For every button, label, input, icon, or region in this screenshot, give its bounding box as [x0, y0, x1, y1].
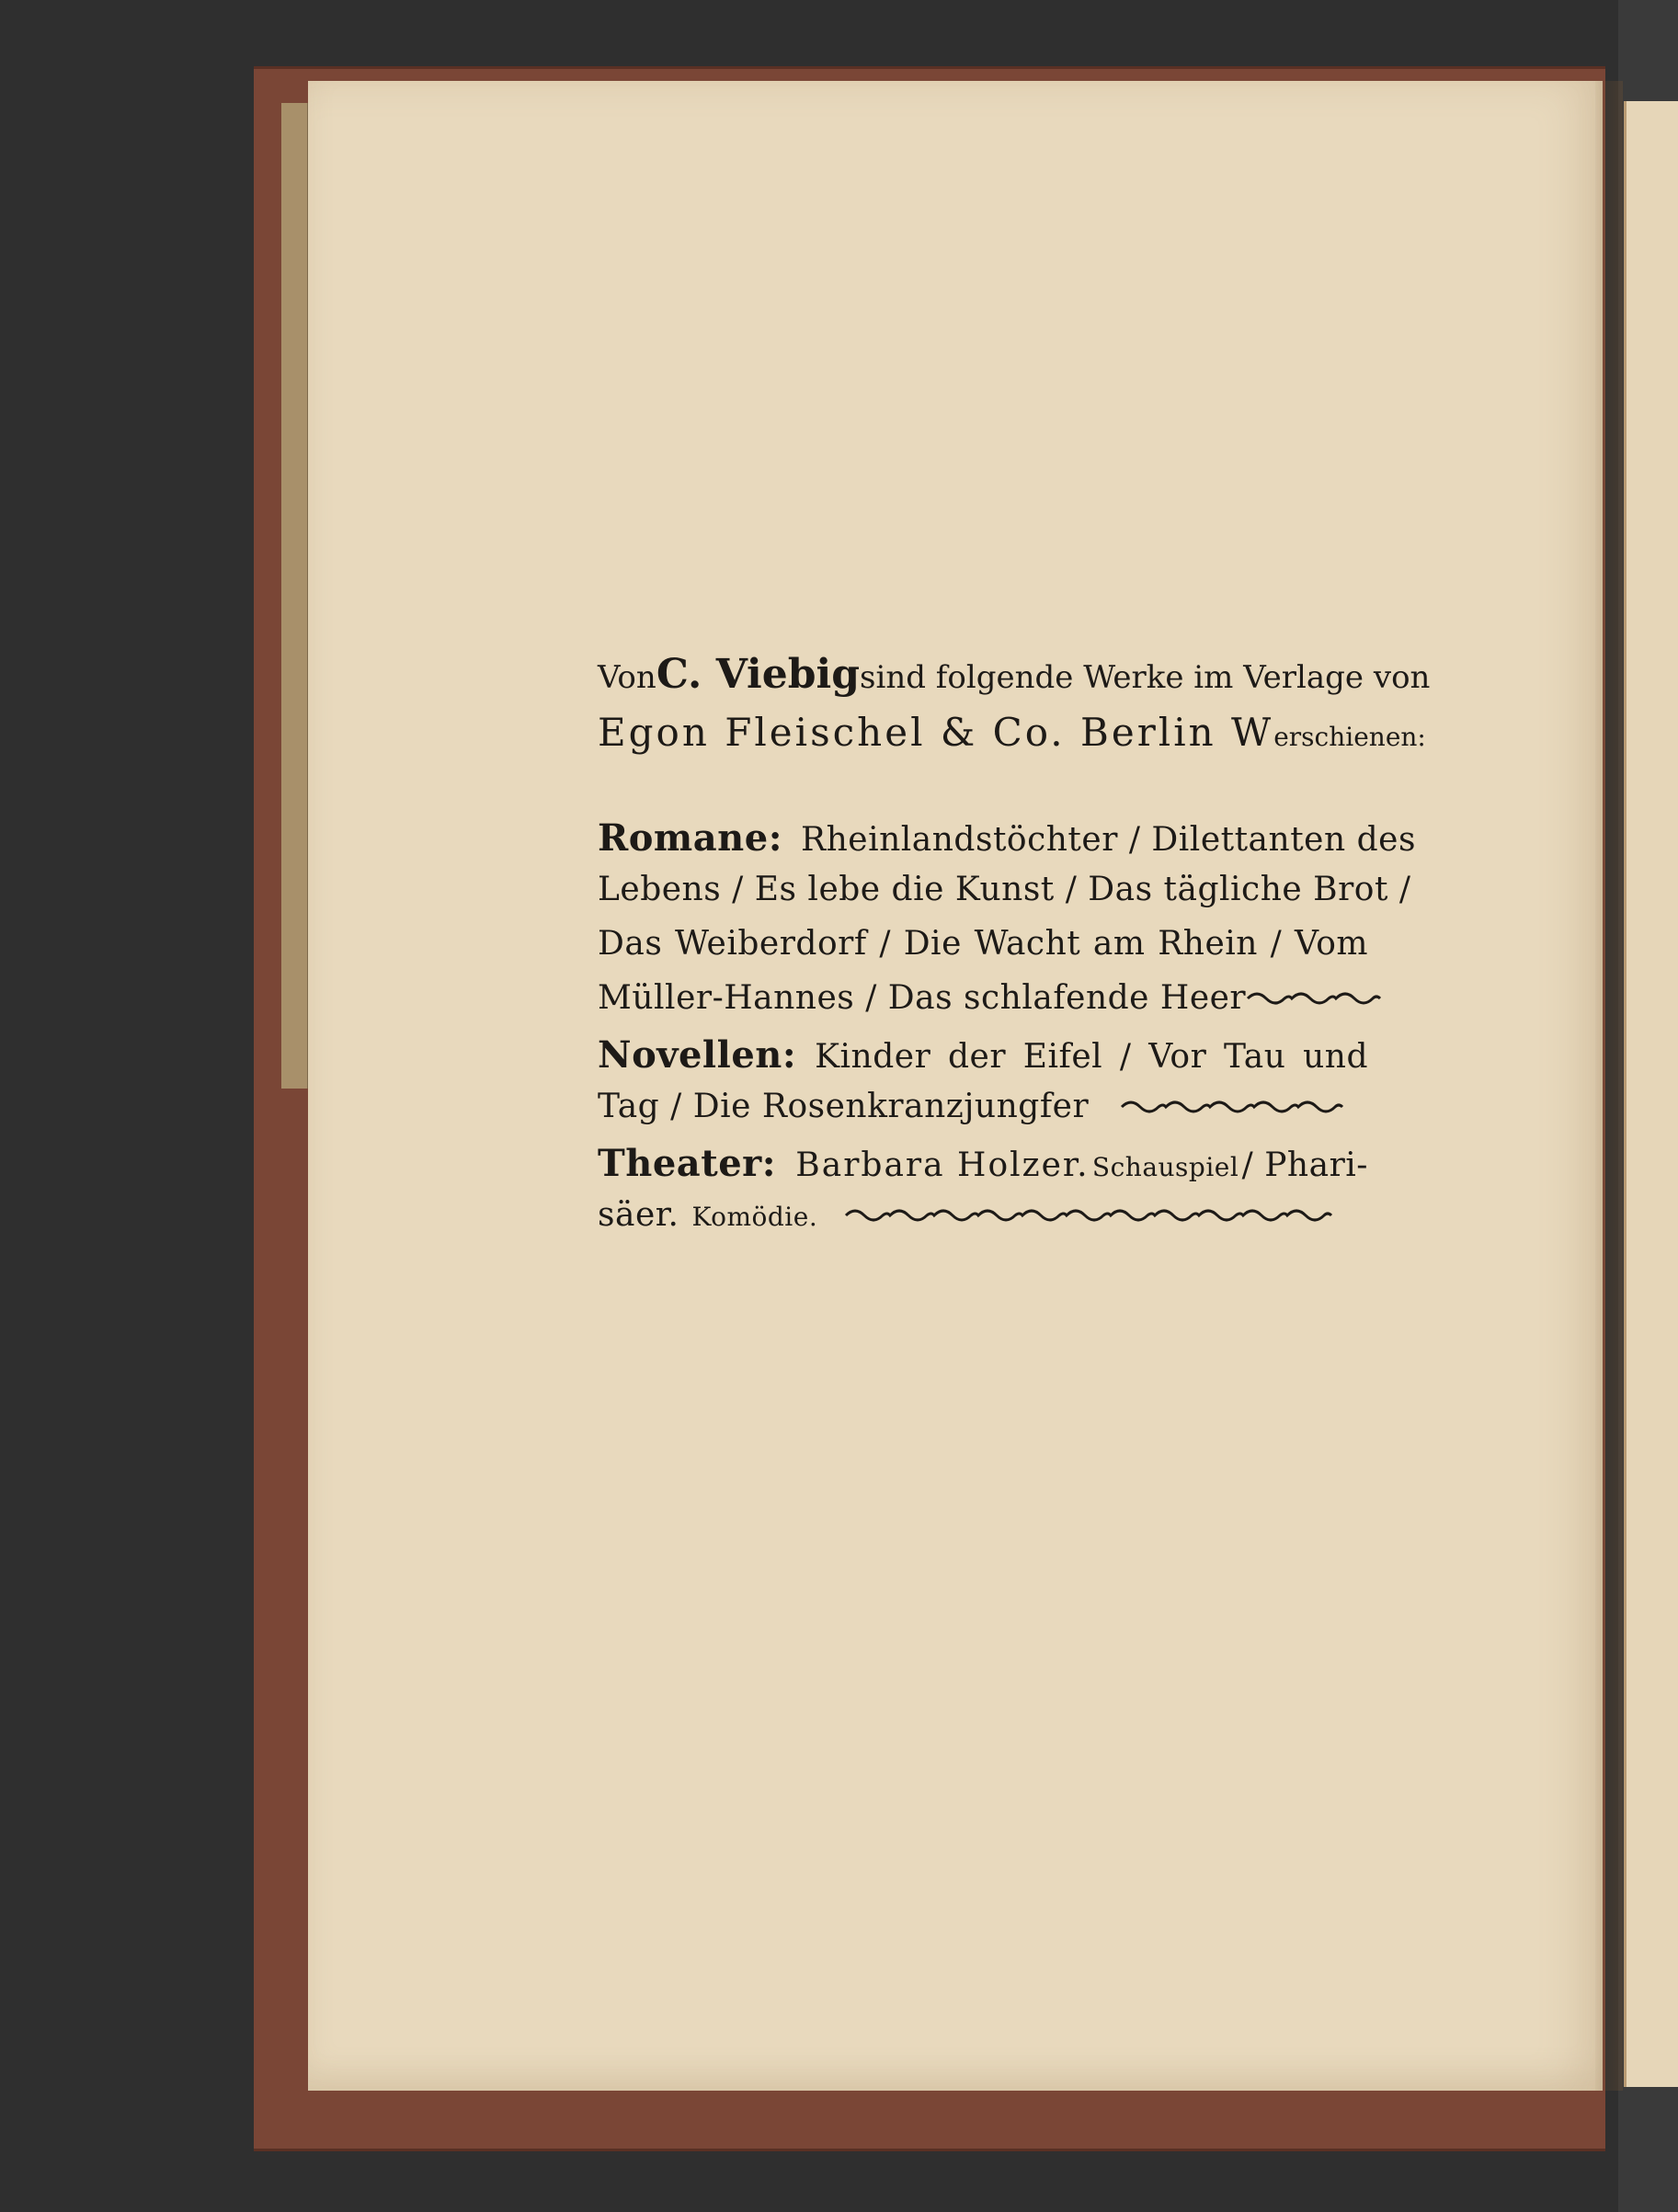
theater-line-1: [598, 1142, 1368, 1196]
theater-genre-1: Schauspiel: [1091, 1152, 1239, 1182]
novellen-line-1: [598, 1033, 1368, 1088]
wave-ornament-icon: [1120, 1097, 1368, 1117]
romane-text-3: Das Weiberdorf / Die Wacht am Rhein / Vom: [598, 925, 1368, 963]
theater-title-2: säer.: [598, 1196, 679, 1234]
imprint-line-1: [598, 651, 1431, 710]
novellen-text-1: Kinder der Eifel / Vor Tau und: [815, 1038, 1368, 1076]
imprint-line-2: [598, 710, 1426, 769]
binding-gutter: [281, 103, 309, 1089]
theater-label: Theater:: [598, 1142, 776, 1185]
romane-text-2: Lebens / Es lebe die Kunst / Das tägliche Brot /: [598, 871, 1411, 908]
wave-ornament-icon: [844, 1205, 1368, 1226]
imprint-von: Von: [598, 659, 656, 696]
romane-text-4: Müller-Hannes / Das schlafende Heer: [598, 979, 1247, 1017]
wave-ornament-icon: [1246, 988, 1384, 1009]
novellen-line-2: [598, 1088, 1368, 1142]
theater-title-1: Barbara Holzer.: [795, 1146, 1090, 1184]
imprint-rest-2: erschienen:: [1273, 722, 1426, 752]
romane-line-3: [598, 925, 1368, 979]
theater-rest-1: / Phari-: [1241, 1146, 1368, 1184]
romane-line-2: [598, 871, 1411, 925]
romane-text-1: Rheinlandstöchter / Dilettanten des: [800, 821, 1416, 859]
novellen-label: Novellen:: [598, 1033, 797, 1077]
publisher-list: [598, 651, 1431, 1250]
theater-genre-2: Komödie.: [691, 1202, 818, 1232]
romane-label: Romane:: [598, 816, 782, 860]
romane-line-4: [598, 979, 1368, 1033]
theater-line-2: [598, 1196, 1368, 1250]
facing-page-edge: [1624, 101, 1678, 2087]
romane-line-1: [598, 816, 1416, 871]
publisher-name: Egon Fleischel & Co. Berlin W: [598, 710, 1274, 755]
spine-shadow: [1595, 81, 1623, 2091]
novellen-text-2: Tag / Die Rosenkranzjungfer: [598, 1088, 1090, 1125]
author-name: C. Viebig: [656, 651, 861, 698]
imprint-rest-1: sind folgende Werke im Verlage von: [860, 659, 1431, 696]
